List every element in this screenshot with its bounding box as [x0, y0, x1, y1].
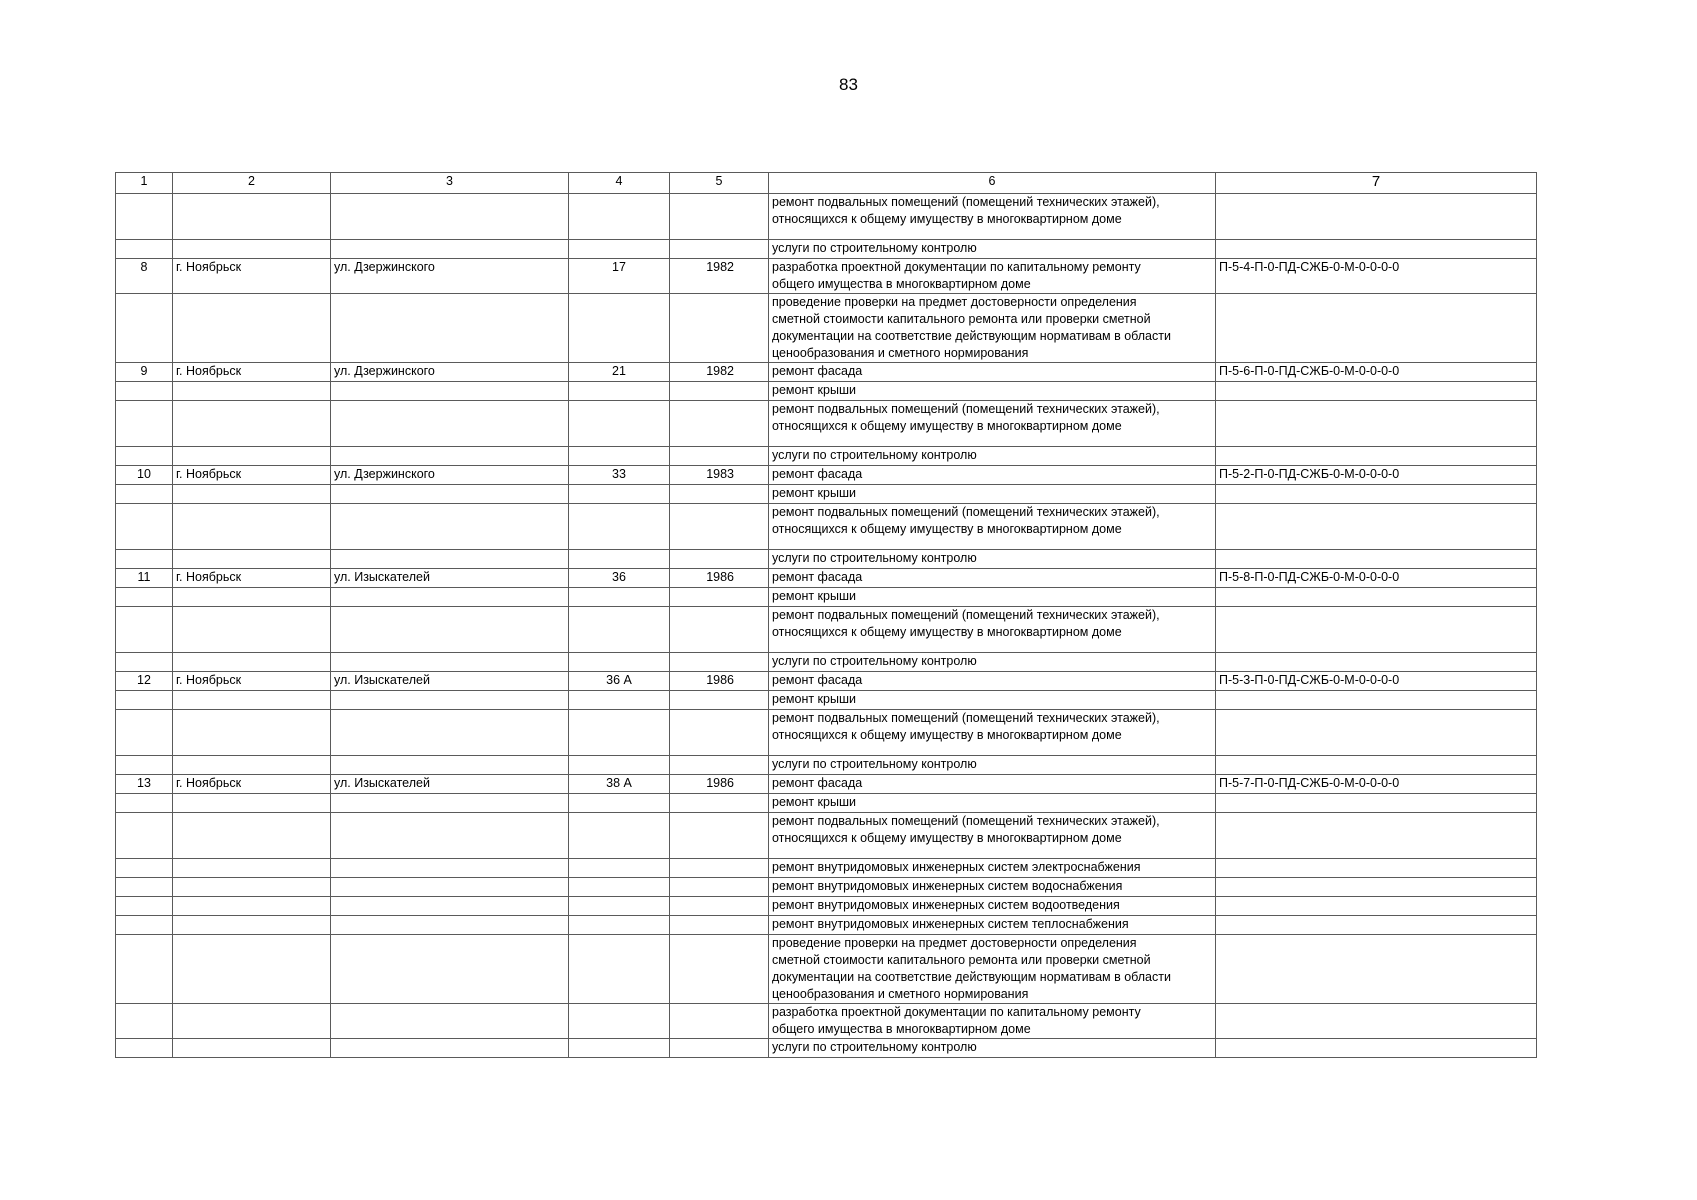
- table-row: [116, 569, 1537, 588]
- street-cell: [331, 294, 569, 363]
- year-cell: 1986: [670, 672, 769, 691]
- work-cell: разработка проектной документации по капитальному ремонту общего имущества в многоквартирном доме: [769, 1004, 1216, 1039]
- code-cell: [1216, 550, 1537, 569]
- page-number: 83: [839, 75, 858, 94]
- year-cell: [670, 1039, 769, 1058]
- code-cell: [1216, 1039, 1537, 1058]
- table-row: [116, 935, 1537, 1004]
- city-cell: [173, 935, 331, 1004]
- code-cell: [1216, 240, 1537, 259]
- table-row: [116, 382, 1537, 401]
- code-cell: [1216, 691, 1537, 710]
- header-col-5: 5: [670, 173, 769, 194]
- street-cell: [331, 1004, 569, 1039]
- work-cell: ремонт подвальных помещений (помещений технических этажей), относящихся к общему имуществу в многоквартирном доме: [769, 504, 1216, 550]
- table-row: [116, 1004, 1537, 1039]
- row-number: [116, 794, 173, 813]
- work-cell: ремонт фасада: [769, 775, 1216, 794]
- city-cell: [173, 653, 331, 672]
- table-row: [116, 294, 1537, 363]
- year-cell: [670, 813, 769, 859]
- street-cell: [331, 935, 569, 1004]
- city-cell: [173, 382, 331, 401]
- street-cell: [331, 756, 569, 775]
- house-cell: [569, 485, 670, 504]
- row-number: [116, 935, 173, 1004]
- table-row: [116, 878, 1537, 897]
- house-cell: [569, 401, 670, 447]
- row-number: [116, 653, 173, 672]
- code-cell: [1216, 588, 1537, 607]
- house-cell: 33: [569, 466, 670, 485]
- street-cell: ул. Дзержинского: [331, 259, 569, 294]
- work-cell: ремонт внутридомовых инженерных систем теплоснабжения: [769, 916, 1216, 935]
- city-cell: [173, 550, 331, 569]
- code-cell: [1216, 710, 1537, 756]
- street-cell: [331, 710, 569, 756]
- city-cell: [173, 859, 331, 878]
- house-cell: [569, 935, 670, 1004]
- code-cell: [1216, 653, 1537, 672]
- house-cell: [569, 897, 670, 916]
- work-cell: услуги по строительному контролю: [769, 447, 1216, 466]
- house-cell: [569, 1039, 670, 1058]
- house-cell: 36: [569, 569, 670, 588]
- table-row: [116, 1039, 1537, 1058]
- row-number: 12: [116, 672, 173, 691]
- street-cell: [331, 607, 569, 653]
- street-cell: ул. Изыскателей: [331, 569, 569, 588]
- year-cell: 1983: [670, 466, 769, 485]
- street-cell: [331, 240, 569, 259]
- street-cell: ул. Дзержинского: [331, 466, 569, 485]
- table-row: [116, 447, 1537, 466]
- city-cell: [173, 240, 331, 259]
- row-number: [116, 401, 173, 447]
- table-row: [116, 813, 1537, 859]
- year-cell: [670, 691, 769, 710]
- year-cell: [670, 916, 769, 935]
- row-number: 11: [116, 569, 173, 588]
- city-cell: [173, 878, 331, 897]
- work-cell: ремонт фасада: [769, 569, 1216, 588]
- year-cell: [670, 653, 769, 672]
- year-cell: [670, 1004, 769, 1039]
- table-row: [116, 240, 1537, 259]
- house-cell: [569, 607, 670, 653]
- work-cell: ремонт фасада: [769, 466, 1216, 485]
- street-cell: [331, 550, 569, 569]
- year-cell: [670, 935, 769, 1004]
- row-number: [116, 607, 173, 653]
- row-number: [116, 756, 173, 775]
- row-number: [116, 240, 173, 259]
- year-cell: [670, 859, 769, 878]
- table-row: [116, 607, 1537, 653]
- table-header-row: [116, 173, 1537, 194]
- work-cell: ремонт подвальных помещений (помещений технических этажей), относящихся к общему имуществу в многоквартирном доме: [769, 710, 1216, 756]
- year-cell: [670, 897, 769, 916]
- code-cell: П-5-2-П-0-ПД-СЖБ-0-М-0-0-0-0: [1216, 466, 1537, 485]
- city-cell: [173, 1039, 331, 1058]
- city-cell: [173, 607, 331, 653]
- street-cell: [331, 382, 569, 401]
- city-cell: г. Ноябрьск: [173, 259, 331, 294]
- work-cell: проведение проверки на предмет достоверности определения сметной стоимости капитального ремонта или проверки сметной документации на соответствие действующим нормативам в области ценообразования и сметного нормирования: [769, 294, 1216, 363]
- city-cell: [173, 897, 331, 916]
- table-row: [116, 672, 1537, 691]
- house-cell: [569, 447, 670, 466]
- street-cell: [331, 485, 569, 504]
- table-row: [116, 550, 1537, 569]
- work-cell: услуги по строительному контролю: [769, 756, 1216, 775]
- row-number: [116, 194, 173, 240]
- house-cell: [569, 878, 670, 897]
- header-col-7: 7: [1216, 173, 1537, 194]
- row-number: 10: [116, 466, 173, 485]
- house-cell: 21: [569, 363, 670, 382]
- street-cell: [331, 897, 569, 916]
- year-cell: [670, 447, 769, 466]
- work-cell: ремонт крыши: [769, 588, 1216, 607]
- code-cell: [1216, 401, 1537, 447]
- house-cell: [569, 240, 670, 259]
- row-number: [116, 382, 173, 401]
- work-cell: ремонт внутридомовых инженерных систем водоотведения: [769, 897, 1216, 916]
- house-cell: [569, 691, 670, 710]
- table-row: [116, 401, 1537, 447]
- table-row: [116, 653, 1537, 672]
- year-cell: [670, 504, 769, 550]
- city-cell: [173, 485, 331, 504]
- code-cell: [1216, 794, 1537, 813]
- street-cell: ул. Изыскателей: [331, 775, 569, 794]
- year-cell: 1982: [670, 363, 769, 382]
- row-number: [116, 691, 173, 710]
- code-cell: [1216, 935, 1537, 1004]
- work-cell: ремонт подвальных помещений (помещений технических этажей), относящихся к общему имуществу в многоквартирном доме: [769, 401, 1216, 447]
- work-cell: ремонт крыши: [769, 691, 1216, 710]
- year-cell: 1986: [670, 569, 769, 588]
- work-cell: услуги по строительному контролю: [769, 653, 1216, 672]
- row-number: [116, 294, 173, 363]
- house-cell: [569, 194, 670, 240]
- table-row: [116, 775, 1537, 794]
- house-cell: [569, 859, 670, 878]
- work-cell: ремонт подвальных помещений (помещений технических этажей), относящихся к общему имуществу в многоквартирном доме: [769, 607, 1216, 653]
- city-cell: [173, 447, 331, 466]
- work-cell: ремонт крыши: [769, 485, 1216, 504]
- city-cell: г. Ноябрьск: [173, 775, 331, 794]
- house-cell: [569, 756, 670, 775]
- row-number: [116, 447, 173, 466]
- work-cell: ремонт подвальных помещений (помещений технических этажей), относящихся к общему имуществу в многоквартирном доме: [769, 813, 1216, 859]
- table-row: [116, 916, 1537, 935]
- table-row: [116, 259, 1537, 294]
- house-cell: [569, 504, 670, 550]
- street-cell: [331, 859, 569, 878]
- code-cell: [1216, 878, 1537, 897]
- table-row: [116, 691, 1537, 710]
- header-col-3: 3: [331, 173, 569, 194]
- house-cell: 36 А: [569, 672, 670, 691]
- city-cell: [173, 401, 331, 447]
- city-cell: [173, 794, 331, 813]
- work-cell: услуги по строительному контролю: [769, 1039, 1216, 1058]
- year-cell: [670, 710, 769, 756]
- house-cell: [569, 794, 670, 813]
- city-cell: [173, 294, 331, 363]
- works-table: [115, 172, 1537, 1058]
- row-number: [116, 897, 173, 916]
- city-cell: [173, 916, 331, 935]
- table-row: [116, 588, 1537, 607]
- code-cell: [1216, 756, 1537, 775]
- code-cell: [1216, 897, 1537, 916]
- code-cell: П-5-8-П-0-ПД-СЖБ-0-М-0-0-0-0: [1216, 569, 1537, 588]
- work-cell: проведение проверки на предмет достоверности определения сметной стоимости капитального ремонта или проверки сметной документации на соответствие действующим нормативам в области ценообразования и сметного нормирования: [769, 935, 1216, 1004]
- code-cell: [1216, 504, 1537, 550]
- house-cell: [569, 294, 670, 363]
- code-cell: [1216, 859, 1537, 878]
- house-cell: 17: [569, 259, 670, 294]
- code-cell: [1216, 916, 1537, 935]
- year-cell: [670, 401, 769, 447]
- street-cell: [331, 794, 569, 813]
- row-number: 8: [116, 259, 173, 294]
- code-cell: [1216, 447, 1537, 466]
- year-cell: [670, 607, 769, 653]
- year-cell: [670, 194, 769, 240]
- row-number: [116, 588, 173, 607]
- row-number: [116, 878, 173, 897]
- header-col-6: 6: [769, 173, 1216, 194]
- street-cell: [331, 447, 569, 466]
- year-cell: [670, 878, 769, 897]
- year-cell: [670, 485, 769, 504]
- street-cell: ул. Изыскателей: [331, 672, 569, 691]
- house-cell: [569, 382, 670, 401]
- work-cell: разработка проектной документации по капитальному ремонту общего имущества в многоквартирном доме: [769, 259, 1216, 294]
- table-row: [116, 194, 1537, 240]
- street-cell: [331, 1039, 569, 1058]
- code-cell: П-5-4-П-0-ПД-СЖБ-0-М-0-0-0-0: [1216, 259, 1537, 294]
- work-cell: услуги по строительному контролю: [769, 240, 1216, 259]
- city-cell: г. Ноябрьск: [173, 363, 331, 382]
- code-cell: [1216, 382, 1537, 401]
- table-row: [116, 466, 1537, 485]
- year-cell: [670, 588, 769, 607]
- street-cell: ул. Дзержинского: [331, 363, 569, 382]
- header-col-1: 1: [116, 173, 173, 194]
- city-cell: г. Ноябрьск: [173, 569, 331, 588]
- street-cell: [331, 691, 569, 710]
- table-row: [116, 485, 1537, 504]
- table-row: [116, 710, 1537, 756]
- year-cell: [670, 382, 769, 401]
- house-cell: [569, 1004, 670, 1039]
- code-cell: П-5-7-П-0-ПД-СЖБ-0-М-0-0-0-0: [1216, 775, 1537, 794]
- street-cell: [331, 878, 569, 897]
- row-number: [116, 504, 173, 550]
- table-row: [116, 756, 1537, 775]
- city-cell: [173, 813, 331, 859]
- city-cell: [173, 194, 331, 240]
- city-cell: [173, 710, 331, 756]
- code-cell: П-5-3-П-0-ПД-СЖБ-0-М-0-0-0-0: [1216, 672, 1537, 691]
- street-cell: [331, 504, 569, 550]
- street-cell: [331, 194, 569, 240]
- work-cell: ремонт фасада: [769, 672, 1216, 691]
- row-number: [116, 859, 173, 878]
- year-cell: 1986: [670, 775, 769, 794]
- code-cell: [1216, 1004, 1537, 1039]
- work-cell: ремонт крыши: [769, 382, 1216, 401]
- row-number: [116, 710, 173, 756]
- street-cell: [331, 401, 569, 447]
- code-cell: [1216, 485, 1537, 504]
- work-cell: услуги по строительному контролю: [769, 550, 1216, 569]
- code-cell: [1216, 607, 1537, 653]
- table-row: [116, 859, 1537, 878]
- year-cell: [670, 294, 769, 363]
- year-cell: [670, 756, 769, 775]
- city-cell: [173, 756, 331, 775]
- street-cell: [331, 588, 569, 607]
- house-cell: [569, 653, 670, 672]
- city-cell: г. Ноябрьск: [173, 466, 331, 485]
- code-cell: П-5-6-П-0-ПД-СЖБ-0-М-0-0-0-0: [1216, 363, 1537, 382]
- work-cell: ремонт внутридомовых инженерных систем водоснабжения: [769, 878, 1216, 897]
- row-number: [116, 485, 173, 504]
- city-cell: [173, 504, 331, 550]
- code-cell: [1216, 294, 1537, 363]
- house-cell: 38 А: [569, 775, 670, 794]
- house-cell: [569, 813, 670, 859]
- street-cell: [331, 653, 569, 672]
- city-cell: г. Ноябрьск: [173, 672, 331, 691]
- city-cell: [173, 1004, 331, 1039]
- code-cell: [1216, 813, 1537, 859]
- street-cell: [331, 916, 569, 935]
- work-cell: ремонт подвальных помещений (помещений технических этажей), относящихся к общему имуществу в многоквартирном доме: [769, 194, 1216, 240]
- city-cell: [173, 588, 331, 607]
- row-number: [116, 1039, 173, 1058]
- header-col-4: 4: [569, 173, 670, 194]
- row-number: [116, 550, 173, 569]
- house-cell: [569, 550, 670, 569]
- work-cell: ремонт внутридомовых инженерных систем электроснабжения: [769, 859, 1216, 878]
- house-cell: [569, 710, 670, 756]
- year-cell: [670, 550, 769, 569]
- table-row: [116, 794, 1537, 813]
- table-row: [116, 897, 1537, 916]
- house-cell: [569, 916, 670, 935]
- work-cell: ремонт крыши: [769, 794, 1216, 813]
- row-number: 9: [116, 363, 173, 382]
- table-row: [116, 504, 1537, 550]
- code-cell: [1216, 194, 1537, 240]
- city-cell: [173, 691, 331, 710]
- year-cell: [670, 240, 769, 259]
- table-row: [116, 363, 1537, 382]
- row-number: [116, 813, 173, 859]
- street-cell: [331, 813, 569, 859]
- header-col-2: 2: [173, 173, 331, 194]
- year-cell: 1982: [670, 259, 769, 294]
- year-cell: [670, 794, 769, 813]
- row-number: 13: [116, 775, 173, 794]
- row-number: [116, 916, 173, 935]
- house-cell: [569, 588, 670, 607]
- row-number: [116, 1004, 173, 1039]
- work-cell: ремонт фасада: [769, 363, 1216, 382]
